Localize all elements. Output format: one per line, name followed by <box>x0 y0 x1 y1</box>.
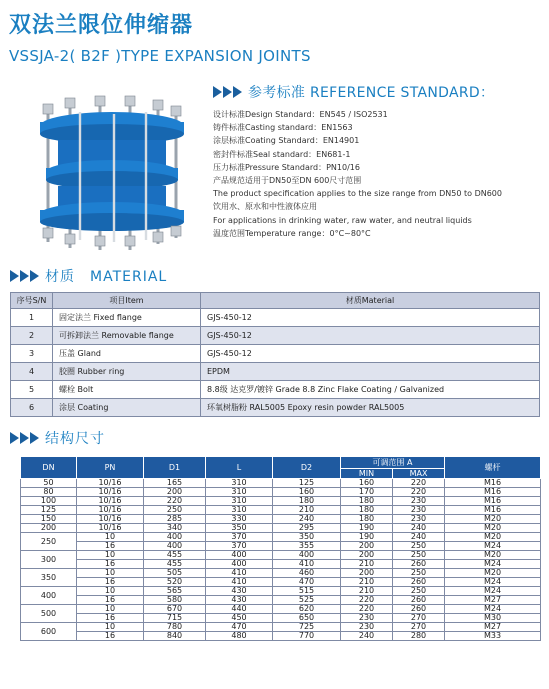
dn-cell: 150 <box>21 515 77 524</box>
min-cell: 200 <box>341 551 393 560</box>
dim-header-range: 可调范围 A <box>341 457 445 469</box>
triple-arrow-icon <box>213 86 242 98</box>
d2-cell: 620 <box>273 605 341 614</box>
dn-cell: 250 <box>21 533 77 551</box>
dimension-table-body <box>21 479 541 641</box>
bolt-cell: M27 <box>445 623 541 632</box>
l-cell: 450 <box>206 614 273 623</box>
pn-cell: 10/16 <box>77 497 144 506</box>
max-cell: 220 <box>393 488 445 497</box>
standard-line: 饮用水、原水和中性液体应用 <box>213 202 317 212</box>
dimension-table <box>20 456 541 641</box>
max-cell: 270 <box>393 623 445 632</box>
d1-cell: 400 <box>144 542 206 551</box>
max-cell: 250 <box>393 542 445 551</box>
standard-line: 压力标准Pressure Standard：PN10/16 <box>213 162 360 172</box>
standard-heading <box>213 82 494 102</box>
material-sn: 1 <box>11 309 53 327</box>
standard-line: The product specification applies to the size range from DN50 to DN600 <box>213 189 502 199</box>
d2-cell: 210 <box>273 506 341 515</box>
min-cell: 220 <box>341 596 393 605</box>
l-cell: 410 <box>206 569 273 578</box>
table-row <box>21 560 541 569</box>
material-value: GJS-450-12 <box>201 345 540 363</box>
l-cell: 470 <box>206 623 273 632</box>
material-item: 压盖 Gland <box>53 345 201 363</box>
dn-cell: 100 <box>21 497 77 506</box>
material-value: 8.8级 达克罗/镀锌 Grade 8.8 Zinc Flake Coating / Galvanized <box>201 381 540 399</box>
d1-cell: 670 <box>144 605 206 614</box>
table-row <box>21 632 541 641</box>
product-image <box>30 92 190 252</box>
table-row <box>21 623 541 632</box>
d1-cell: 505 <box>144 569 206 578</box>
d2-cell: 410 <box>273 560 341 569</box>
max-cell: 250 <box>393 551 445 560</box>
max-cell: 260 <box>393 596 445 605</box>
pn-cell: 10 <box>77 569 144 578</box>
standard-line: 设计标准Design Standard：EN545 / ISO2531 <box>213 110 388 119</box>
material-heading-text: 材质 MATERIAL <box>45 269 168 285</box>
bolt-cell: M33 <box>445 632 541 641</box>
d1-cell: 780 <box>144 623 206 632</box>
max-cell: 250 <box>393 569 445 578</box>
d1-cell: 580 <box>144 596 206 605</box>
pn-cell: 16 <box>77 614 144 623</box>
material-value: 环氧树脂粉 RAL5005 Epoxy resin powder RAL5005 <box>201 399 540 417</box>
material-item: 胶圈 Rubber ring <box>53 363 201 381</box>
d2-cell: 770 <box>273 632 341 641</box>
dim-header-dn: DN <box>21 457 77 479</box>
bolt-cell: M27 <box>445 596 541 605</box>
min-cell: 200 <box>341 542 393 551</box>
l-cell: 350 <box>206 524 273 533</box>
min-cell: 160 <box>341 479 393 488</box>
bolt-cell: M20 <box>445 533 541 542</box>
bolt-cell: M20 <box>445 551 541 560</box>
d1-cell: 455 <box>144 551 206 560</box>
material-value: GJS-450-12 <box>201 309 540 327</box>
min-cell: 210 <box>341 560 393 569</box>
min-cell: 180 <box>341 515 393 524</box>
pn-cell: 16 <box>77 632 144 641</box>
material-sn: 4 <box>11 363 53 381</box>
bolt-cell: M24 <box>445 578 541 587</box>
table-row <box>11 309 540 327</box>
d1-cell: 340 <box>144 524 206 533</box>
table-row <box>21 605 541 614</box>
material-header-sn: 序号S/N <box>11 293 53 309</box>
d2-cell: 295 <box>273 524 341 533</box>
material-value: EPDM <box>201 363 540 381</box>
max-cell: 240 <box>393 524 445 533</box>
material-item: 涂层 Coating <box>53 399 201 417</box>
pn-cell: 10 <box>77 623 144 632</box>
dn-cell: 500 <box>21 605 77 623</box>
bolt-cell: M16 <box>445 506 541 515</box>
table-row <box>11 345 540 363</box>
standard-line: 涂层标准Coating Standard：EN14901 <box>213 136 360 146</box>
d2-cell: 180 <box>273 497 341 506</box>
standard-line: 铸件标准Casting standard：EN1563 <box>213 123 353 133</box>
min-cell: 200 <box>341 569 393 578</box>
d1-cell: 520 <box>144 578 206 587</box>
pn-cell: 10/16 <box>77 479 144 488</box>
standard-heading-text: 参考标准 REFERENCE STANDARD： <box>248 85 495 101</box>
d1-cell: 165 <box>144 479 206 488</box>
bolt-cell: M16 <box>445 488 541 497</box>
table-row <box>21 587 541 596</box>
table-row <box>21 614 541 623</box>
material-sn: 5 <box>11 381 53 399</box>
table-row <box>11 327 540 345</box>
material-header-material: 材质Material <box>201 293 540 309</box>
l-cell: 400 <box>206 551 273 560</box>
l-cell: 370 <box>206 542 273 551</box>
bolt-cell: M24 <box>445 587 541 596</box>
min-cell: 180 <box>341 497 393 506</box>
material-value: GJS-450-12 <box>201 327 540 345</box>
table-row <box>21 578 541 587</box>
l-cell: 370 <box>206 533 273 542</box>
pn-cell: 10/16 <box>77 506 144 515</box>
page-subtitle: VSSJA-2( B2F )TYPE EXPANSION JOINTS <box>9 47 311 65</box>
d1-cell: 250 <box>144 506 206 515</box>
dn-cell: 50 <box>21 479 77 488</box>
material-header-item: 项目Item <box>53 293 201 309</box>
d2-cell: 650 <box>273 614 341 623</box>
max-cell: 260 <box>393 605 445 614</box>
table-row <box>11 363 540 381</box>
dn-cell: 125 <box>21 506 77 515</box>
max-cell: 230 <box>393 515 445 524</box>
d1-cell: 200 <box>144 488 206 497</box>
dn-cell: 350 <box>21 569 77 587</box>
d2-cell: 525 <box>273 596 341 605</box>
table-row <box>11 381 540 399</box>
dim-header-bolt: 螺杆 <box>445 457 541 479</box>
material-item: 可拆卸法兰 Removable flange <box>53 327 201 345</box>
min-cell: 170 <box>341 488 393 497</box>
pn-cell: 16 <box>77 596 144 605</box>
d2-cell: 470 <box>273 578 341 587</box>
dim-header-d2: D2 <box>273 457 341 479</box>
pn-cell: 10 <box>77 551 144 560</box>
max-cell: 220 <box>393 479 445 488</box>
pn-cell: 10 <box>77 605 144 614</box>
dim-header-min: MIN <box>341 469 393 479</box>
pn-cell: 10 <box>77 587 144 596</box>
bolt-cell: M16 <box>445 479 541 488</box>
d2-cell: 355 <box>273 542 341 551</box>
standard-list <box>213 108 543 240</box>
standard-line: For applications in drinking water, raw water, and neutral liquids <box>213 215 472 225</box>
max-cell: 260 <box>393 578 445 587</box>
min-cell: 230 <box>341 623 393 632</box>
pn-cell: 10 <box>77 533 144 542</box>
material-table <box>10 292 540 417</box>
d2-cell: 725 <box>273 623 341 632</box>
d1-cell: 565 <box>144 587 206 596</box>
l-cell: 430 <box>206 587 273 596</box>
l-cell: 480 <box>206 632 273 641</box>
l-cell: 430 <box>206 596 273 605</box>
d2-cell: 460 <box>273 569 341 578</box>
dim-header-d1: D1 <box>144 457 206 479</box>
table-row <box>21 569 541 578</box>
min-cell: 210 <box>341 578 393 587</box>
l-cell: 410 <box>206 578 273 587</box>
d1-cell: 220 <box>144 497 206 506</box>
d1-cell: 455 <box>144 560 206 569</box>
table-row <box>11 399 540 417</box>
dim-header-max: MAX <box>393 469 445 479</box>
dn-cell: 600 <box>21 623 77 641</box>
bolt-cell: M16 <box>445 497 541 506</box>
material-item: 固定法兰 Fixed flange <box>53 309 201 327</box>
d2-cell: 125 <box>273 479 341 488</box>
material-sn: 6 <box>11 399 53 417</box>
table-row <box>21 524 541 533</box>
table-row <box>21 596 541 605</box>
l-cell: 330 <box>206 515 273 524</box>
l-cell: 310 <box>206 488 273 497</box>
d2-cell: 240 <box>273 515 341 524</box>
min-cell: 190 <box>341 533 393 542</box>
triple-arrow-icon <box>10 270 39 282</box>
l-cell: 310 <box>206 479 273 488</box>
table-row <box>21 533 541 542</box>
l-cell: 310 <box>206 506 273 515</box>
material-item: 螺栓 Bolt <box>53 381 201 399</box>
min-cell: 220 <box>341 605 393 614</box>
standard-line: 温度范围Temperature range：0°C~80°C <box>213 228 371 238</box>
min-cell: 240 <box>341 632 393 641</box>
bolt-cell: M30 <box>445 614 541 623</box>
dim-header-l: L <box>206 457 273 479</box>
dn-cell: 300 <box>21 551 77 569</box>
table-row <box>21 542 541 551</box>
page-title: 双法兰限位伸缩器 <box>9 13 194 38</box>
pn-cell: 10/16 <box>77 488 144 497</box>
min-cell: 190 <box>341 524 393 533</box>
max-cell: 260 <box>393 560 445 569</box>
bolt-cell: M24 <box>445 605 541 614</box>
d2-cell: 400 <box>273 551 341 560</box>
d1-cell: 840 <box>144 632 206 641</box>
pn-cell: 16 <box>77 578 144 587</box>
bolt-cell: M24 <box>445 560 541 569</box>
bolt-cell: M24 <box>445 542 541 551</box>
max-cell: 270 <box>393 614 445 623</box>
pn-cell: 16 <box>77 542 144 551</box>
bolt-cell: M20 <box>445 524 541 533</box>
dimension-heading-text: 结构尺寸 <box>45 431 105 447</box>
bolt-cell: M20 <box>445 569 541 578</box>
material-sn: 3 <box>11 345 53 363</box>
l-cell: 440 <box>206 605 273 614</box>
dn-cell: 400 <box>21 587 77 605</box>
max-cell: 230 <box>393 506 445 515</box>
bolt-cell: M20 <box>445 515 541 524</box>
d1-cell: 715 <box>144 614 206 623</box>
d2-cell: 350 <box>273 533 341 542</box>
triple-arrow-icon <box>10 432 39 444</box>
dn-cell: 200 <box>21 524 77 533</box>
max-cell: 250 <box>393 587 445 596</box>
dimension-heading <box>10 428 105 448</box>
max-cell: 280 <box>393 632 445 641</box>
material-sn: 2 <box>11 327 53 345</box>
min-cell: 210 <box>341 587 393 596</box>
max-cell: 230 <box>393 497 445 506</box>
material-heading <box>10 266 167 286</box>
min-cell: 180 <box>341 506 393 515</box>
max-cell: 240 <box>393 533 445 542</box>
d1-cell: 285 <box>144 515 206 524</box>
d2-cell: 160 <box>273 488 341 497</box>
table-row <box>21 551 541 560</box>
l-cell: 310 <box>206 497 273 506</box>
d1-cell: 400 <box>144 533 206 542</box>
pn-cell: 10/16 <box>77 524 144 533</box>
dn-cell: 80 <box>21 488 77 497</box>
d2-cell: 515 <box>273 587 341 596</box>
dim-header-pn: PN <box>77 457 144 479</box>
standard-line: 密封件标准Seal standard：EN681-1 <box>213 149 351 159</box>
min-cell: 230 <box>341 614 393 623</box>
pn-cell: 10/16 <box>77 515 144 524</box>
l-cell: 400 <box>206 560 273 569</box>
pn-cell: 16 <box>77 560 144 569</box>
standard-line: 产品规范适用于DN50至DN 600尺寸范围 <box>213 175 362 185</box>
